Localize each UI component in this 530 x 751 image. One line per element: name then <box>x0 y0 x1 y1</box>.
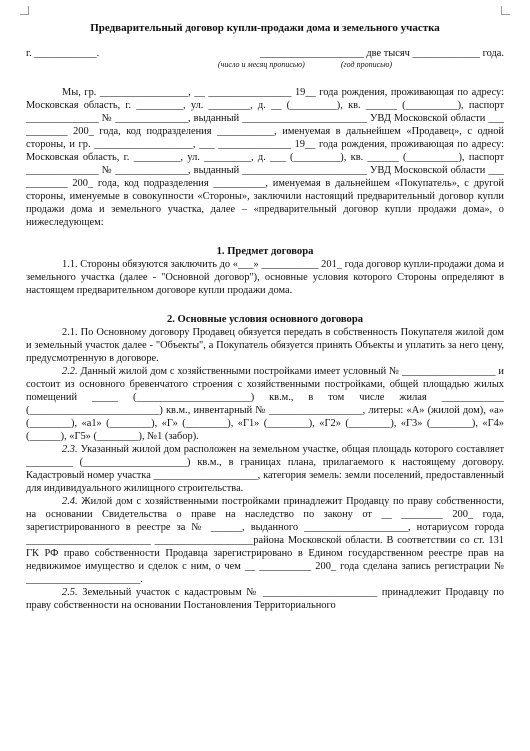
section-1-heading: 1. Предмет договора <box>216 246 314 257</box>
clause-2-2-text: Данный жилой дом с хозяйственными постройками имеет условный № __________________ и состоит из основного бревенчатого строения с хозяйственными постройками, общей площадью жилых помещений _____ (______________________) кв.м., в том числе жилая ____________ (_________________________) кв.м., инвентарный № __________________, литеры: «А» (жилой дом), «а» (________), «а1» (________), «Г» (________), «Г1» (________), «Г2» (________), «Г3» (________), «Г4» (______), «Г5» (________), №1 (забор). <box>26 366 504 442</box>
parties-paragraph: Мы, гр. _________________, __ ________________ 19__ года рождения, проживающая по адресу: Московская область, г. _________, ул. ________, д. __ (_________), кв. ______ (__________), паспорт ______________ № ______________, выданный ________________________ УВД Московской области ___ ________ 200_ года, код подразделения ___________, именуемая в дальнейшем «Продавец», с одной стороны, и гр. ___________________, ___ ______________ 19__ года рождения, проживающая по адресу: Московская область, г. _________, ул. _________, д. ___ (_________), кв. ______ (__________), паспорт ______________ № ______________, выданный ________________________ УВД Московской области ___ ________ 200_ года, код подразделения __________, именуемая в дальнейшем «Покупатель», с другой стороны, именуемые в совокупности «Стороны», заключили настоящий предварительный договор купли продажи дома и земельного участка, далее – «предварительный договор купли продажи дома», о нижеследующем: <box>26 87 504 228</box>
clause-2-5-text: Земельный участок с кадастровым № ______________________ принадлежит Продавцу по праву собственности на основании Постановления Территориального <box>26 587 504 611</box>
clause-2-4-number: 2.4. <box>62 496 78 507</box>
clause-2-3-text: Указанный жилой дом расположен на земельном участке, общая площадь которого составляет _________ (____________________) кв.м., в границах плана, прилагаемого к настоящему договору. Кадастровый номер участка ____________________, категория земель: земли поселений, предоставленный для индивидуального жилищного строительства. <box>26 444 504 494</box>
clause-2-1: 2.1. По Основному договору Продавец обязуется передать в собственность Покупателя жилой дом и земельный участок далее - "Объекты", а Покупатель обязуется принять Объекты и уплатить за него цену, предусмотренную в договоре. <box>26 327 504 364</box>
clause-2-2 <box>26 365 504 443</box>
date-line <box>26 47 504 60</box>
margin-mark-top-right <box>501 6 510 15</box>
date-hints <box>26 60 504 70</box>
clause-2-3 <box>26 443 504 495</box>
clause-1-1: 1.1. Стороны обязуются заключить до «___» ___________ 201_ года договор купли-продажи дома и земельного участка (далее - "Основной договор"), основные условия которого Стороны определяют в настоящем предварительном договоре купли продажи дома. <box>26 259 504 296</box>
document-title: Предварительный договор купли-продажи дома и земельного участка <box>90 22 440 34</box>
clause-2-4-text: Жилой дом с хозяйственными постройками принадлежит Продавцу по праву собственности, на основании Свидетельства о праве на наследство по закону от __ ________ 200_ года, зарегистрированного в реестре за № ______, выданного ____________________, нотариусом города ________________________ ___________________района Московской области. В соответствии со ст. 131 ГК РФ право собственности Продавца зарегистрировано в Едином государственном реестре прав на недвижимое имущество и сделок с ним, о чем __ __________ 200_ года сделана запись регистрации № ______________________. <box>26 496 504 585</box>
city-field: г. ____________. <box>26 48 100 59</box>
hint-date: (число и месяц прописью) <box>217 60 305 69</box>
date-field: ____________________ две тысяч _____________ года. <box>259 48 504 59</box>
clause-2-4 <box>26 495 504 586</box>
clause-2-5 <box>26 586 504 612</box>
margin-mark-top-left <box>20 6 29 15</box>
clause-2-3-number: 2.3. <box>62 444 78 455</box>
section-2-heading: 2. Основные условия основного договора <box>166 314 364 325</box>
document-body <box>26 22 504 612</box>
clause-2-2-number: 2.2. <box>62 366 78 377</box>
hint-year: (год прописью) <box>340 60 393 69</box>
clause-2-5-number: 2.5. <box>62 587 78 598</box>
